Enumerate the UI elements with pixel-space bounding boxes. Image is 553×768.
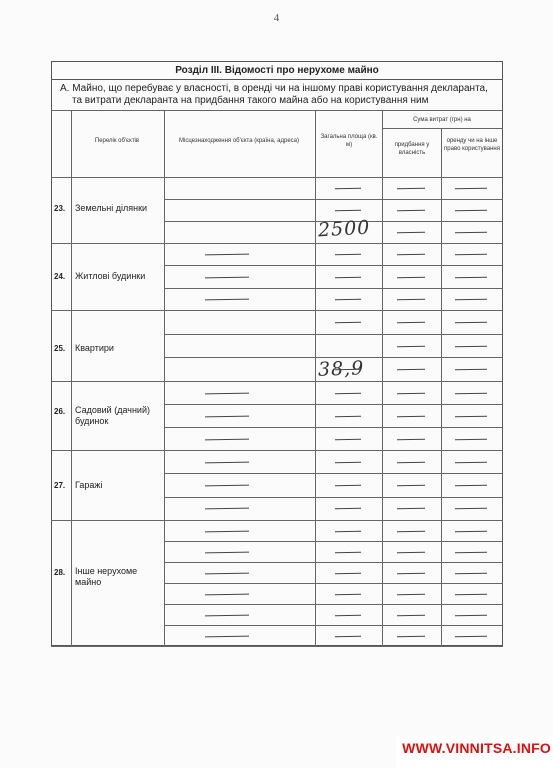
sub-row-border-2 <box>164 265 503 266</box>
header-area: Загальна площа (кв. м) <box>320 134 378 148</box>
page-number: 4 <box>273 12 280 24</box>
subheading-line-2: та витрати декларанта на придбання такого майна або на користування ним <box>72 95 429 106</box>
row-label-houses: Житлові будинки <box>75 271 146 281</box>
col-divider-items <box>71 110 72 646</box>
group-border-4 <box>51 450 503 451</box>
row-label-garages: Гаражі <box>75 480 103 490</box>
expenses-subheader-border <box>382 128 503 129</box>
header-expenses: Сума витрат (грн) на <box>413 117 471 123</box>
group-border-3 <box>51 381 503 382</box>
row-number-23: 23. <box>54 204 66 213</box>
sub-row-border-6 <box>164 404 503 405</box>
row-number-25: 25. <box>54 344 66 353</box>
row-label-garden-house: Садовий (дачний) будинок <box>75 405 150 426</box>
row-number-24: 24. <box>54 272 66 281</box>
row-label-apartments: Квартири <box>75 343 114 353</box>
group-border-1 <box>51 243 503 244</box>
handwritten-area-apartment: 38,9 <box>317 357 365 381</box>
handwritten-area-land: 2500 <box>317 216 371 242</box>
row-number-26: 26. <box>54 407 66 416</box>
header-rent: оренду чи на інше право користування <box>444 138 500 152</box>
table-top-border <box>51 110 503 111</box>
sub-row-border-12 <box>164 583 503 584</box>
sub-row-border-8 <box>164 473 503 474</box>
group-border-0 <box>51 177 503 178</box>
sub-row-border-13 <box>164 604 503 605</box>
row-label-land: Земельні ділянки <box>75 203 148 213</box>
group-border-6 <box>51 646 503 647</box>
row-number-28: 28. <box>54 568 66 577</box>
sub-row-border-9 <box>164 497 503 498</box>
sub-row-border-14 <box>164 625 503 626</box>
col-divider-purchase <box>382 110 383 646</box>
subheading <box>60 83 500 107</box>
header-purchase: придбання у власність <box>394 142 430 156</box>
col-divider-rent <box>441 128 442 646</box>
row-label-other-property: Інше нерухоме майно <box>75 566 138 587</box>
sub-row-border-0 <box>164 199 503 200</box>
watermark-logo: WWW.VINNITSA.INFO <box>402 740 551 756</box>
header-location: Місцезнаходження об'єкта (країна, адреса) <box>179 138 299 144</box>
sub-row-border-11 <box>164 562 503 563</box>
sub-row-border-3 <box>164 288 503 289</box>
sub-row-border-4 <box>164 334 503 335</box>
group-border-2 <box>51 310 503 311</box>
sub-row-border-7 <box>164 427 503 428</box>
col-divider-area <box>315 110 316 646</box>
sub-row-border-10 <box>164 541 503 542</box>
col-divider-location <box>164 110 165 646</box>
row-number-27: 27. <box>54 481 66 490</box>
section-title: Розділ III. Відомості про нерухоме майно <box>51 61 503 80</box>
header-items: Перелік об'єктів <box>94 138 140 144</box>
subheading-line-1: А. Майно, що перебуває у власності, в оренді чи на іншому праві користування декларанта, <box>60 83 488 94</box>
group-border-5 <box>51 520 503 521</box>
